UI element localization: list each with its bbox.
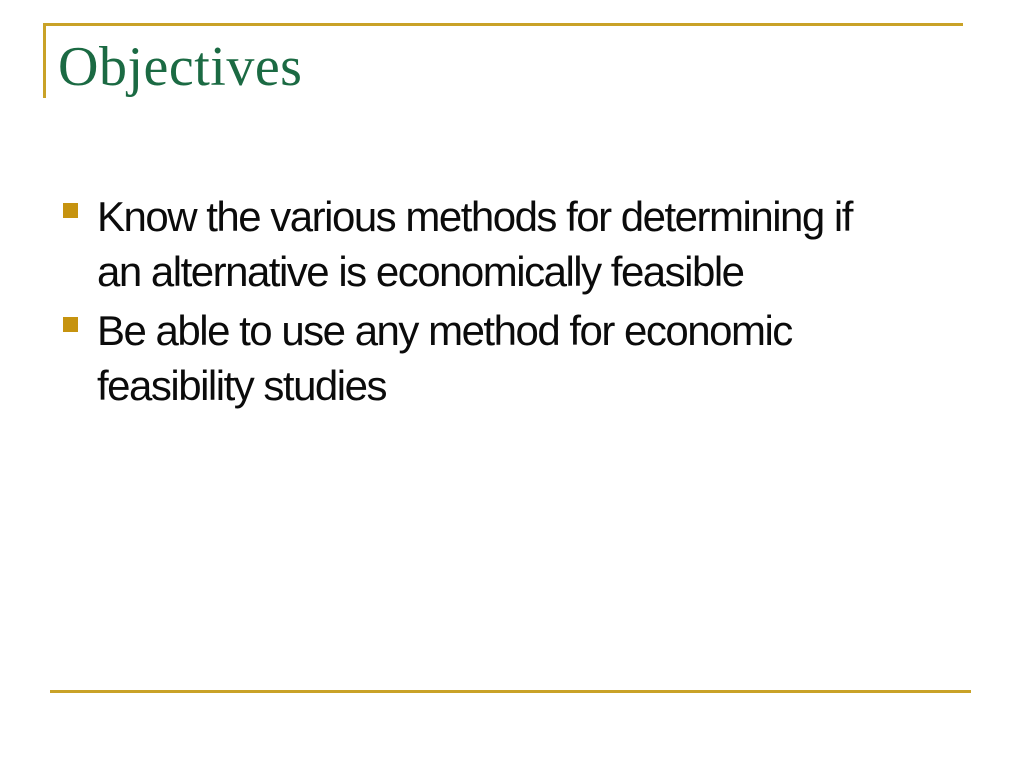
bullet-text-line: Be able to use any method for economic (97, 307, 792, 354)
bullet-list (63, 189, 963, 417)
bullet-text (97, 189, 852, 299)
square-bullet-icon (63, 203, 78, 218)
slide-title: Objectives (58, 36, 303, 98)
bullet-item (63, 189, 963, 299)
bullet-text-line: Know the various methods for determining if (97, 193, 852, 240)
bullet-item (63, 303, 963, 413)
bullet-text-line: an alternative is economically feasible (97, 248, 744, 295)
left-gold-accent (43, 23, 46, 98)
bullet-text (97, 303, 792, 413)
square-bullet-icon (63, 317, 78, 332)
top-gold-rule (44, 23, 963, 26)
bottom-gold-rule (50, 690, 971, 693)
bullet-text-line: feasibility studies (97, 362, 386, 409)
